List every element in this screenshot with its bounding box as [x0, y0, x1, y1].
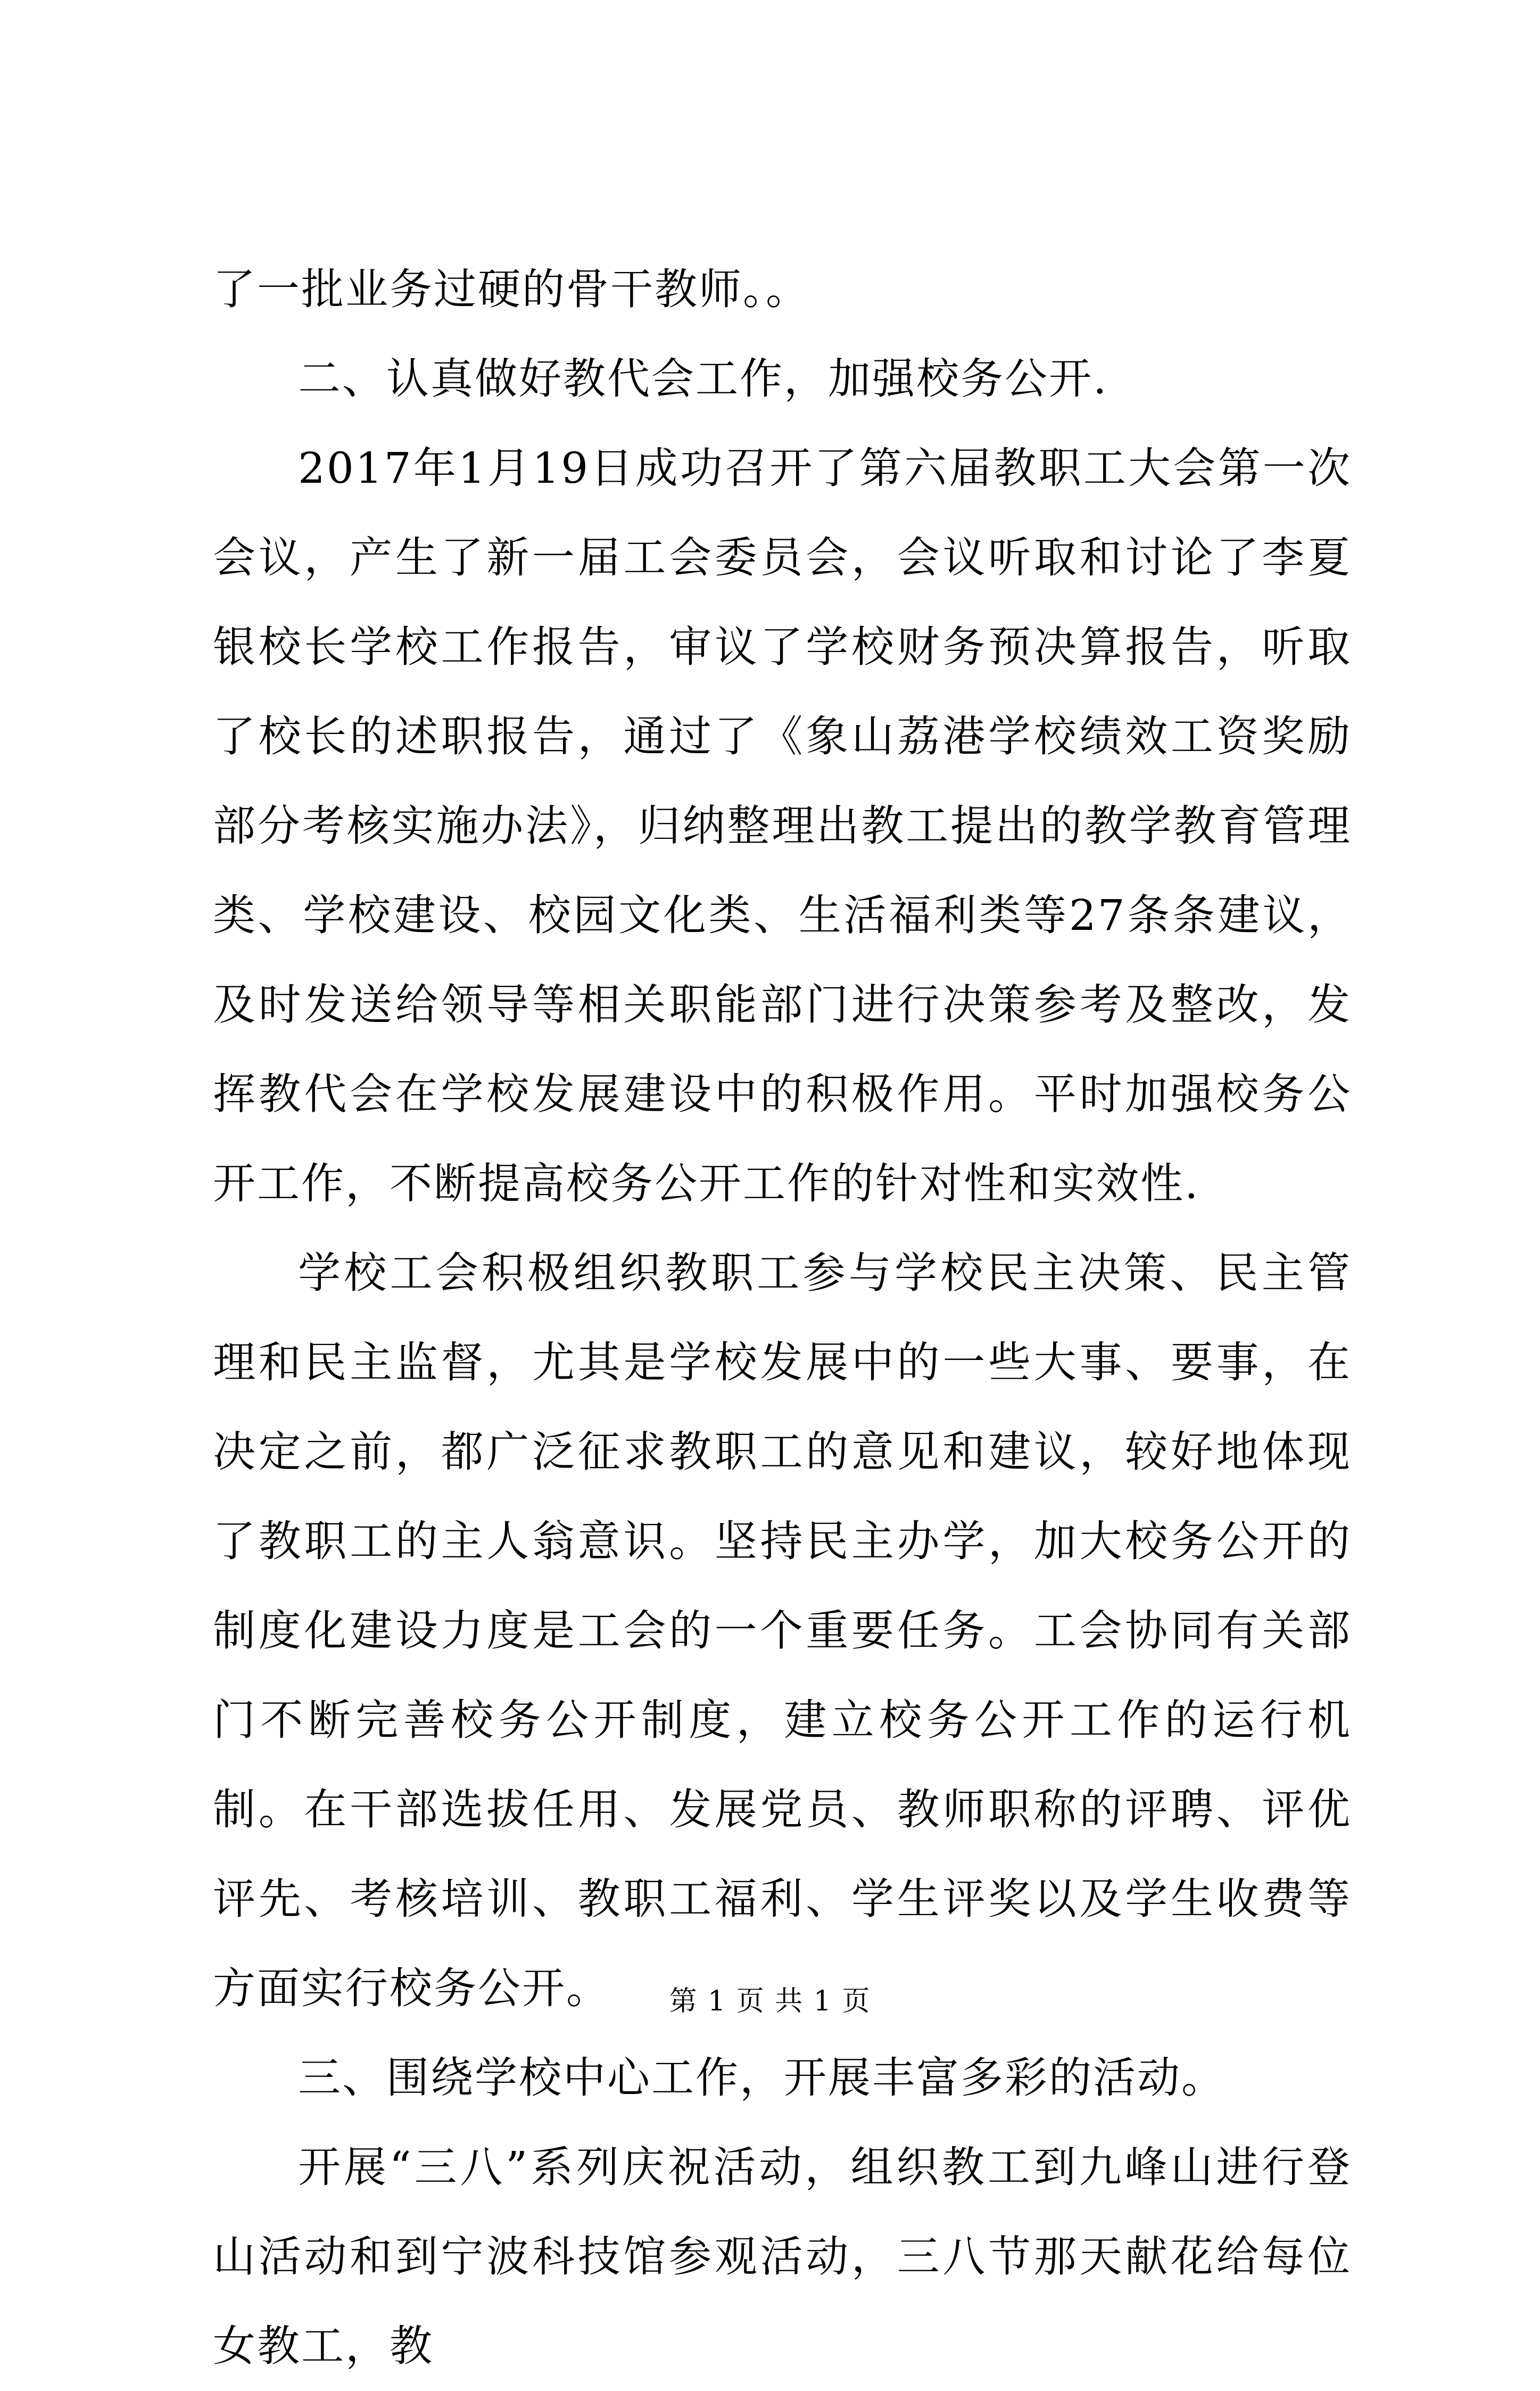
paragraph: 2017年1月19日成功召开了第六届教职工大会第一次会议，产生了新一届工会委员会，会议听取和讨论了李夏银校长学校工作报告，审议了学校财务预决算报告，听取了校长的述职报告，通过了《象山荔港学校绩效工资奖励部分考核实施办法》，归纳整理出教工提出的教学教育管理类、学校建设、校园文化类、生活福利类等27条条建议，及时发送给领导等相关职能部门进行决策参考及整改，发挥教代会在学校发展建设中的积极作用。平时加强校务公开工作，不断提高校务公开工作的针对性和实效性.	[213, 443, 1352, 1208]
page-number-label: 第 1 页 共 1 页	[669, 1985, 871, 2017]
document-body	[213, 245, 1352, 2391]
page-footer	[0, 1983, 1540, 2020]
section-heading: 二、认真做好教代会工作，加强校务公开.	[298, 354, 1108, 403]
paragraph: 学校工会积极组织教职工参与学校民主决策、民主管理和民主监督，尤其是学校发展中的一些大事、要事，在决定之前，都广泛征求教职工的意见和建议，较好地体现了教职工的主人翁意识。坚持民主办学，加大校务公开的制度化建设力度是工会的一个重要任务。工会协同有关部门不断完善校务公开制度，建立校务公开工作的运行机制。在干部选拔任用、发展党员、教师职称的评聘、评优评先、考核培训、教职工福利、学生评奖以及学生收费等方面实行校务公开。	[213, 1248, 1352, 2013]
paragraph: 开展“三八”系列庆祝活动，组织教工到九峰山进行登山活动和到宁波科技馆参观活动，三八节那天献花给每位女教工，教	[213, 2142, 1352, 2371]
paragraph: 了一批业务过硬的骨干教师。。	[213, 265, 810, 314]
section-heading: 三、围绕学校中心工作，开展丰富多彩的活动。	[298, 2053, 1226, 2103]
